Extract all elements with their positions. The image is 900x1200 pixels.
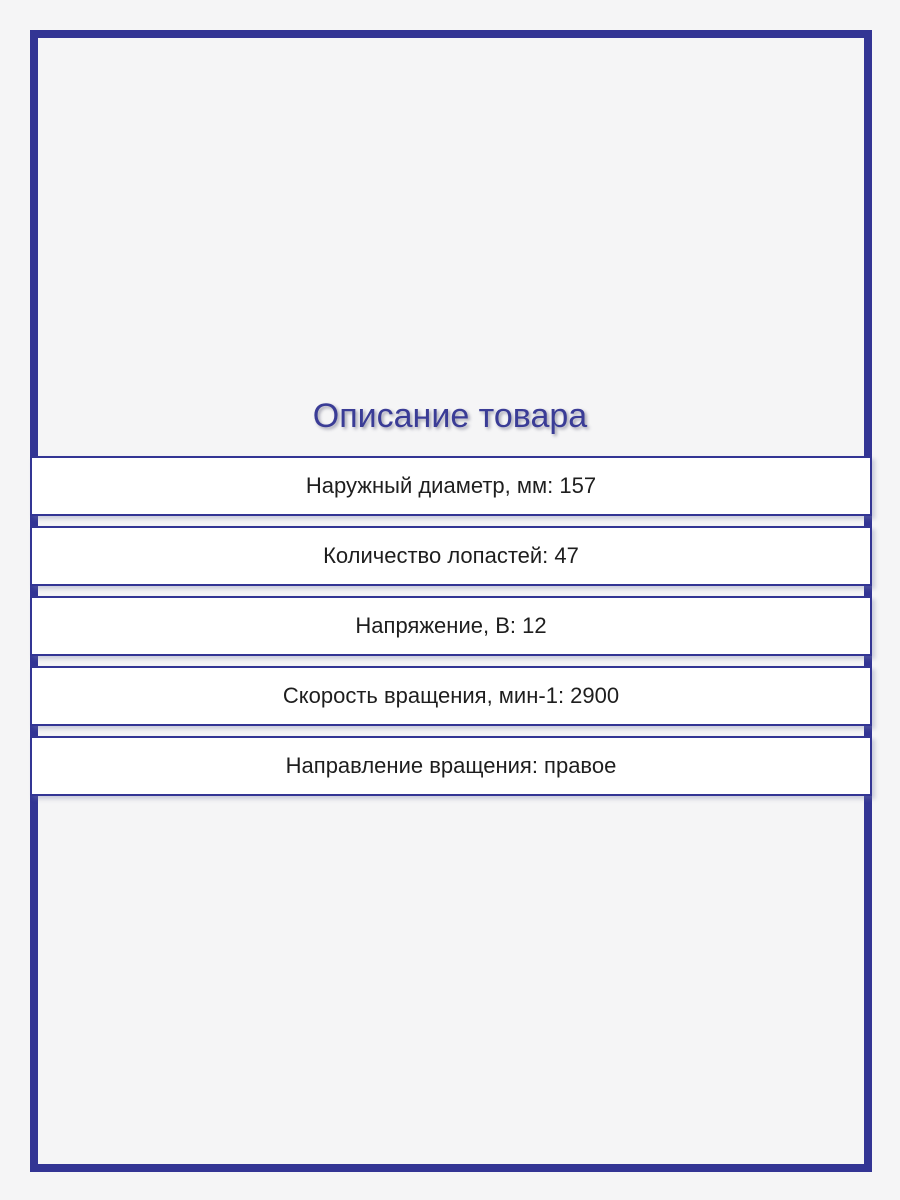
spec-value: 12 bbox=[522, 613, 547, 638]
spec-value: 2900 bbox=[570, 683, 620, 708]
spec-label: Направление вращения bbox=[285, 753, 532, 778]
spec-row-voltage: Напряжение, В : 12 bbox=[30, 596, 872, 656]
spec-value: правое bbox=[544, 753, 617, 778]
spec-row-rotation-speed: Скорость вращения, мин-1 : 2900 bbox=[30, 666, 872, 726]
spec-label: Напряжение, В bbox=[355, 613, 510, 638]
spec-label: Наружный диаметр, мм bbox=[305, 473, 548, 498]
spec-label: Скорость вращения, мин-1 bbox=[282, 683, 558, 708]
section-title: Описание товара bbox=[312, 397, 588, 435]
spec-label: Количество лопастей bbox=[323, 543, 543, 568]
spec-row-blade-count: Количество лопастей : 47 bbox=[30, 526, 872, 586]
spec-row-outer-diameter: Наружный диаметр, мм : 157 bbox=[30, 456, 872, 516]
spec-value: 47 bbox=[554, 543, 579, 568]
spec-list bbox=[30, 456, 872, 806]
spec-row-rotation-direction: Направление вращения : правое bbox=[30, 736, 872, 796]
spec-value: 157 bbox=[559, 473, 597, 498]
